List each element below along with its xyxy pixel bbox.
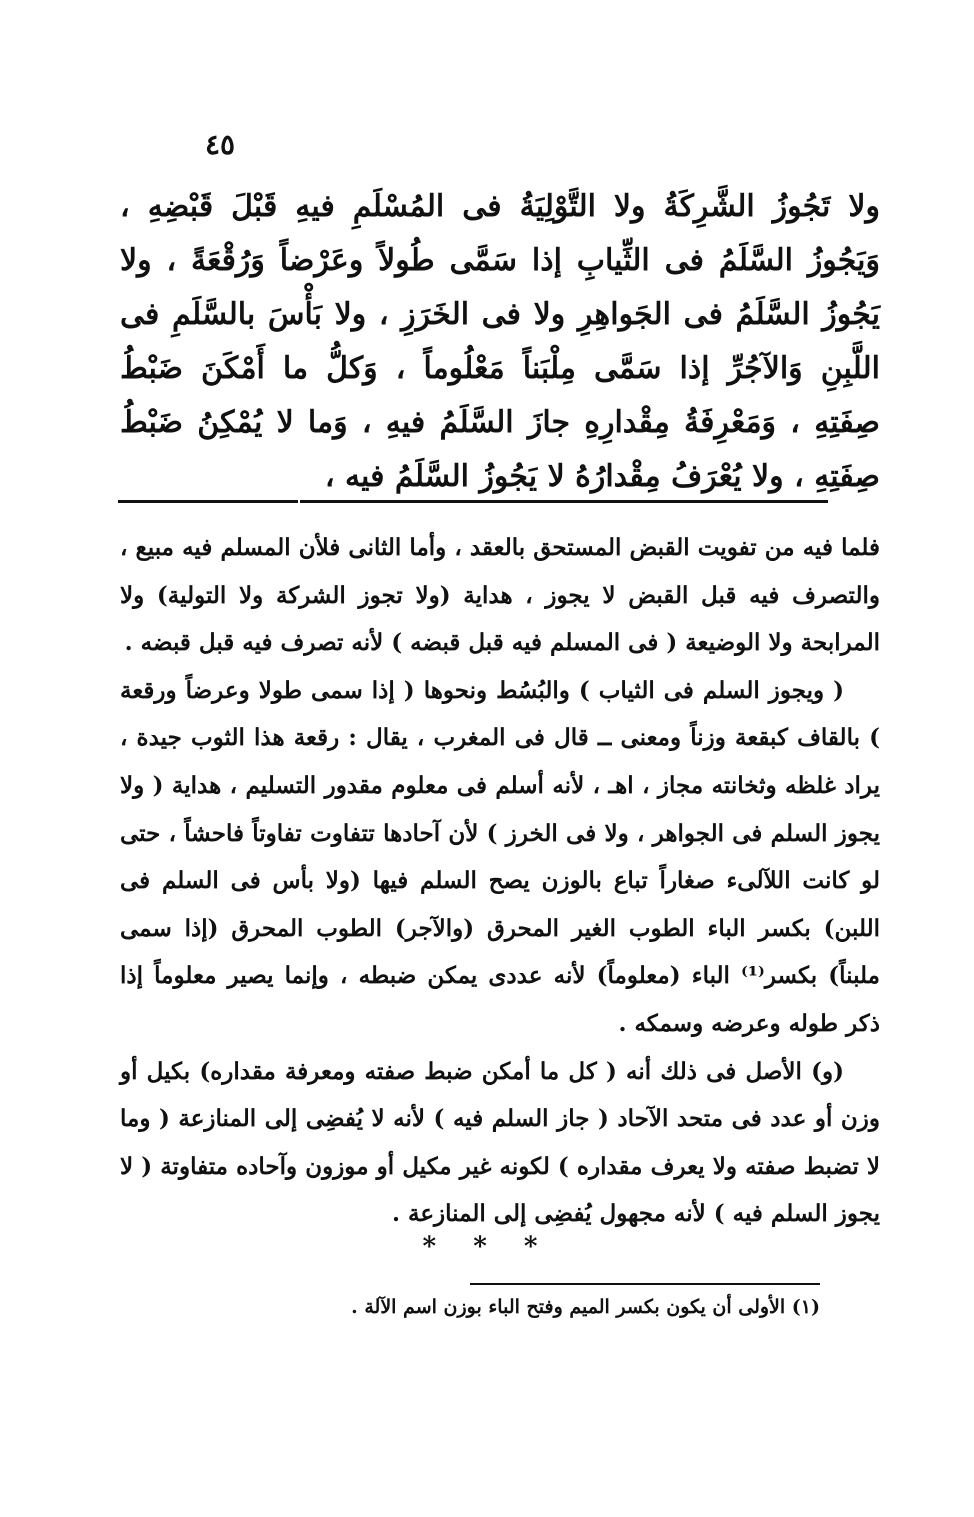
page-number: ٤٥ xyxy=(204,128,236,161)
section-divider xyxy=(300,500,828,503)
section-end-ornament: * * * xyxy=(422,1232,552,1262)
commentary-paragraph: فلما فيه من تفويت القبض المستحق بالعقد ، وأما الثانى فلأن المسلم فيه مبيع ، والتصرف فيه قبل القبض لا يجوز ، هداية (ولا تجوز الشركة ولا التولية) ولا المرابحة ولا الوضيعة ( فى المسلم فيه قبل قبضه ) لأنه تصرف فيه قبل قبضه . xyxy=(120,534,880,657)
commentary-paragraph: (و) الأصل فى ذلك أنه ( كل ما أمكن ضبط صفته ومعرفة مقداره) بكيل أو وزن أو عدد فى متحد الآحاد ( جاز السلم فيه ) لأنه لا يُفضِى إلى المنازعة ( وما لا تضبط صفته ولا يعرف مقداره ) لكونه غير مكيل أو موزون وآحاده متفاوتة ( لا يجوز السلم فيه ) لأنه مجهول يُفضِى إلى المنازعة . xyxy=(120,1057,881,1228)
section-divider xyxy=(118,500,298,503)
commentary xyxy=(120,524,880,1238)
footnote: (١) الأولى أن يكون بكسر الميم وفتح الباء بوزن اسم الآلة . xyxy=(351,1296,820,1318)
main-text xyxy=(120,180,880,504)
main-text-paragraph: ولا تَجُوزُ الشَّرِكَةُ ولا التَّوْلِيَةُ فى المُسْلَمِ فيهِ قَبْلَ قَبْضِهِ ، وَيَجُوزُ السَّلَمُ فى الثِّيابِ إذا سَمَّى طُولاً وعَرْضاً وَرُقْعَةً ، ولا يَجُوزُ السَّلَمُ فى الجَواهِرِ ولا فى الخَرَزِ ، ولا بَأْسَ بالسَّلَمِ فى اللَّبِنِ وَالآجُرِّ إذا سَمَّى مِلْبَناً مَعْلُوماً ، وَكلُّ ما أَمْكَنَ ضَبْطُ صِفَتِهِ ، وَمَعْرِفَةُ مِقْدارِهِ جازَ السَّلَمُ فيهِ ، وَما لا يُمْكِنُ ضَبْطُ صِفَتِهِ ، ولا يُعْرَفُ مِقْدارُهُ لا يَجُوزُ السَّلَمُ فيه ، xyxy=(120,189,880,494)
commentary-paragraph: ( ويجوز السلم فى الثياب ) والبُسُط ونحوها ( إذا سمى طولا وعرضاً ورقعة ) بالقاف كبقعة وزناً ومعنى ــ قال فى المغرب ، يقال : رقعة هذا الثوب جيدة ، يراد غلظه وثخانته مجاز ، اهـ ، لأنه أسلم فى معلوم مقدور التسليم ، هداية ( ولا يجوز السلم فى الجواهر ، ولا فى الخرز ) لأن آحادها تتفاوت تفاوتاً فاحشاً ، حتى لو كانت اللآلىء صغاراً تباع بالوزن يصح السلم فيها (ولا بأس فى السلم فى اللبن) بكسر الباء الطوب الغير المحرق (والآجر) الطوب المحرق (إذا سمى ملبناً) بكسر⁽¹⁾ الباء (معلوماً) لأنه عددى يمكن ضبطه ، وإنما يصير معلوماً إذا ذكر طوله وعرضه وسمكه . xyxy=(120,676,880,1037)
footnote-rule xyxy=(470,1283,820,1285)
